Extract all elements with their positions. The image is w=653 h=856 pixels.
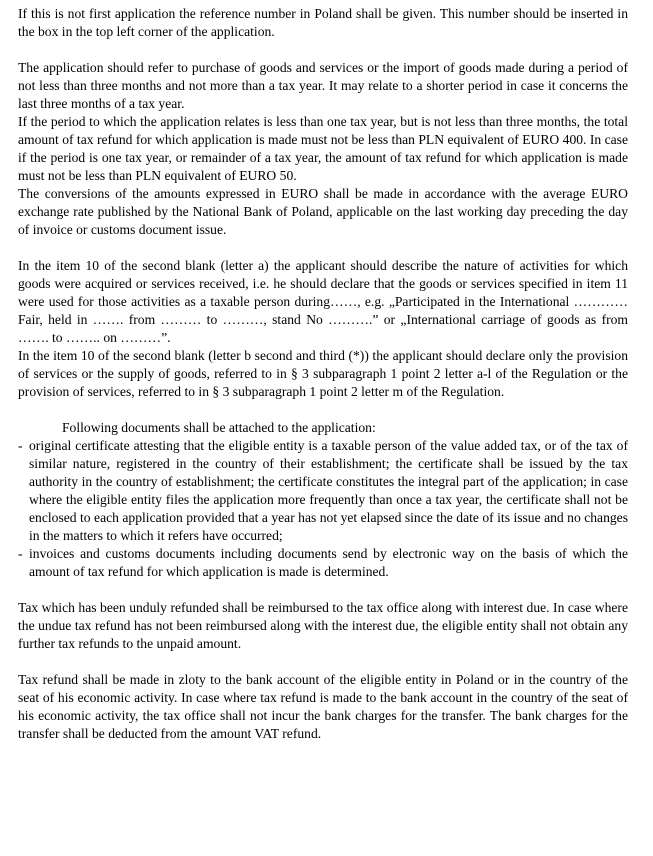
list-item <box>18 437 628 545</box>
paragraph-item-10-letter-a: In the item 10 of the second blank (letter a) the applicant should describe the nature of activities for which goods were acquired or services received, i.e. he should declare that the goods or services specified in item 11 were used for those activities as a taxable person during……, e.g. „Participated in the International ………… Fair, held in ……. from ……… to ………, stand No ……….” or „International carriage of goods as from ……. to …….. on ………”. <box>18 258 628 345</box>
paragraph-refund-minimum: If the period to which the application relates is less than one tax year, but is not less than three months, the total amount of tax refund for which application is made must not be less than PLN equivalent of EURO 400. In case if the period is one tax year, or remainder of a tax year, the amount of tax refund for which application is made must not be less than PLN equivalent of EURO 50. <box>18 114 628 183</box>
list-item <box>18 545 628 581</box>
paragraph-item-10-letter-b: In the item 10 of the second blank (letter b second and third (*)) the applicant should declare only the provision of services or the supply of goods, referred to in § 3 subparagraph 1 point 2 letter a-l of the Regulation or the provision of services, referred to in § 3 subparagraph 1 point 2 letter m of the Regulation. <box>18 348 628 399</box>
document-page <box>18 5 628 743</box>
list-item-text: invoices and customs documents including documents send by electronic way on the basis of which the amount of tax refund for which application is made is determined. <box>29 546 628 579</box>
paragraph-reference-number: If this is not first application the reference number in Poland shall be given. This number should be inserted in the box in the top left corner of the application. <box>18 6 628 39</box>
list-item-text: original certificate attesting that the eligible entity is a taxable person of the value added tax, or of the tax of similar nature, registered in the country of their establishment; the certificate shall be issued by the tax authority in the country of establishment; the certificate constitutes the integral part of the application; in case where the eligible entity files the application more frequently than once a tax year, the certificate shall not be enclosed to each application provided that a year has not yet elapsed since the date of its issue and no changes in the matters to which it refers have occurred; <box>29 438 628 543</box>
paragraph-application-period: The application should refer to purchase of goods and services or the import of goods made during a period of not less than three months and not more than a tax year. It may relate to a shorter period in case it concerns the last three months of a tax year. <box>18 60 628 111</box>
paragraph-undue-refund: Tax which has been unduly refunded shall be reimbursed to the tax office along with interest due. In case where the undue tax refund has not been reimbursed along with the interest due, the eligible entity shall not obtain any further tax refunds to the unpaid amount. <box>18 600 628 651</box>
list-dash: - <box>18 438 23 453</box>
attachments-list <box>18 437 628 581</box>
list-dash: - <box>18 546 23 561</box>
paragraph-euro-conversion: The conversions of the amounts expressed in EURO shall be made in accordance with the average EURO exchange rate published by the National Bank of Poland, applicable on the last working day preceding the day of invoice or customs document issue. <box>18 186 628 237</box>
attachments-intro: Following documents shall be attached to the application: <box>62 420 376 435</box>
paragraph-bank-account: Tax refund shall be made in zloty to the bank account of the eligible entity in Poland or in the country of the seat of his economic activity. In case where tax refund is made to the bank account in the country of the seat of his economic activity, the tax office shall not incur the bank charges for the transfer. The bank charges for the transfer shall be deducted from the amount VAT refund. <box>18 672 628 741</box>
